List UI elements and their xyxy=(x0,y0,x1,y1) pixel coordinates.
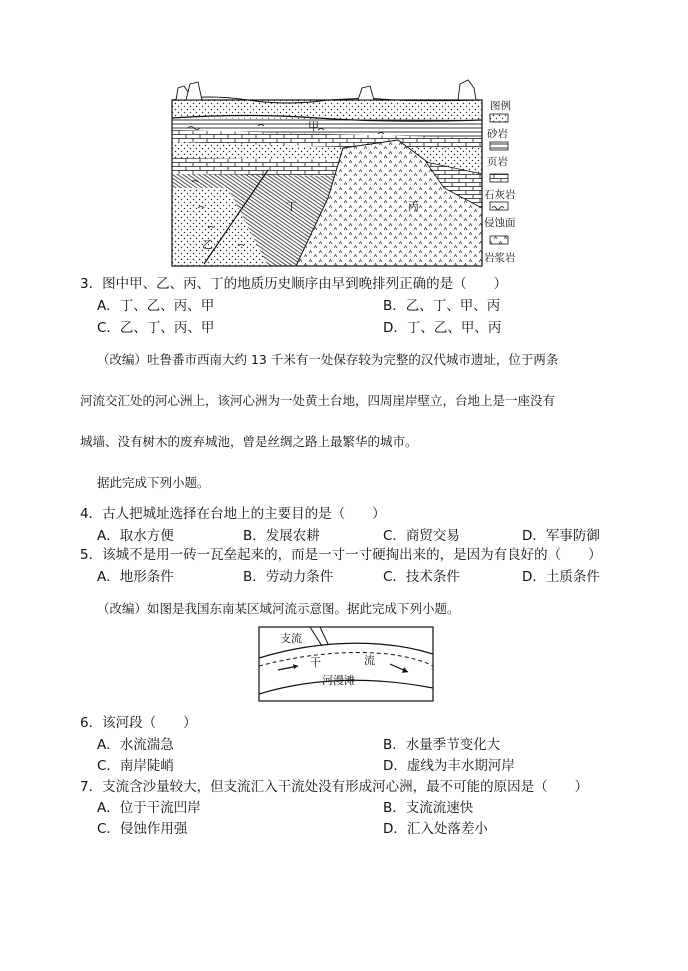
geology-cross-section-figure xyxy=(168,78,550,270)
igneous-swatch xyxy=(490,236,508,244)
legend-title: 图例 xyxy=(490,100,511,112)
q4-option-c: C．商贸交易 xyxy=(383,528,460,544)
q3-option-d: D．丁、乙、甲、丙 xyxy=(383,320,502,336)
q3-option-c: C．乙、丁、丙、甲 xyxy=(97,320,215,336)
sandstone-swatch xyxy=(490,114,508,122)
q6-stem: 6．该河段（ ） xyxy=(80,715,197,731)
q7-option-c: C．侵蚀作用强 xyxy=(97,821,188,837)
passage2-text: （改编）如图是我国东南某区域河流示意图。据此完成下列小题。 xyxy=(97,601,460,616)
q5-option-c: C．技术条件 xyxy=(383,569,460,585)
q5-stem: 5．该城不是用一砖一瓦垒起来的，而是一寸一寸硬掏出来的，是因为有良好的（ ） xyxy=(80,547,602,563)
q3-option-a: A．丁、乙、丙、甲 xyxy=(97,298,215,314)
legend-igneous: 岩浆岩 xyxy=(484,252,516,264)
q4-option-b: B．发展农耕 xyxy=(243,528,320,544)
q4-option-d: D．军事防御 xyxy=(522,528,600,544)
label-bing: 丙 xyxy=(408,200,419,213)
q6-option-a: A．水流湍急 xyxy=(97,737,174,753)
q6-option-c: C．南岸陡峭 xyxy=(97,758,174,774)
passage1-instruction: 据此完成下列小题。 xyxy=(97,475,210,490)
q3-stem: 3．图中甲、乙、丙、丁的地质历史顺序由早到晚排列正确的是（ ） xyxy=(80,276,508,292)
limestone-swatch xyxy=(490,174,508,182)
floodplain-label: 河漫滩 xyxy=(322,674,355,687)
passage1-line-3: 城墙、没有树木的废弃城池，曾是丝绸之路上最繁华的城市。 xyxy=(80,434,418,449)
main-river-label-2: 流 xyxy=(364,654,375,667)
label-ding: 丁 xyxy=(286,200,297,213)
q7-option-b: B．支流流速快 xyxy=(383,800,474,816)
legend-shale: 页岩 xyxy=(487,156,508,168)
legend-erosion: 侵蚀面 xyxy=(484,217,516,229)
q7-stem: 7．支流含沙量较大，但支流汇入干流处没有形成河心洲，最不可能的原因是（ ） xyxy=(80,779,589,795)
q5-option-b: B．劳动力条件 xyxy=(243,569,334,585)
river-diagram-figure xyxy=(258,626,434,702)
q4-option-a: A．取水方便 xyxy=(97,528,174,544)
label-jia: 甲 xyxy=(308,120,319,133)
q5-option-a: A．地形条件 xyxy=(97,569,174,585)
legend-sandstone: 砂岩 xyxy=(487,128,508,140)
q3-option-b: B．乙、丁、甲、丙 xyxy=(383,298,501,314)
legend-limestone: 石灰岩 xyxy=(484,189,516,201)
passage1-line-2: 河流交汇处的河心洲上，该河心洲为一处黄土台地，四周崖岸壁立，台地上是一座没有 xyxy=(80,393,556,408)
q6-option-b: B．水量季节变化大 xyxy=(383,737,501,753)
passage1-line-1: （改编）吐鲁番市西南大约 13 千米有一处保存较为完整的汉代城市遗址，位于两条 xyxy=(97,352,559,367)
erosion-surface-swatch xyxy=(490,202,508,210)
q7-option-a: A．位于干流凹岸 xyxy=(97,800,201,816)
q7-option-d: D．汇入处落差小 xyxy=(383,821,488,837)
shale-swatch xyxy=(490,142,508,150)
q6-option-d: D．虚线为丰水期河岸 xyxy=(383,758,515,774)
label-yi: 乙 xyxy=(202,238,213,251)
q4-stem: 4．古人把城址选择在台地上的主要目的是（ ） xyxy=(80,506,386,522)
tributary-label: 支流 xyxy=(280,632,302,645)
main-river-label-1: 干 xyxy=(310,656,321,669)
q5-option-d: D．土质条件 xyxy=(522,569,600,585)
